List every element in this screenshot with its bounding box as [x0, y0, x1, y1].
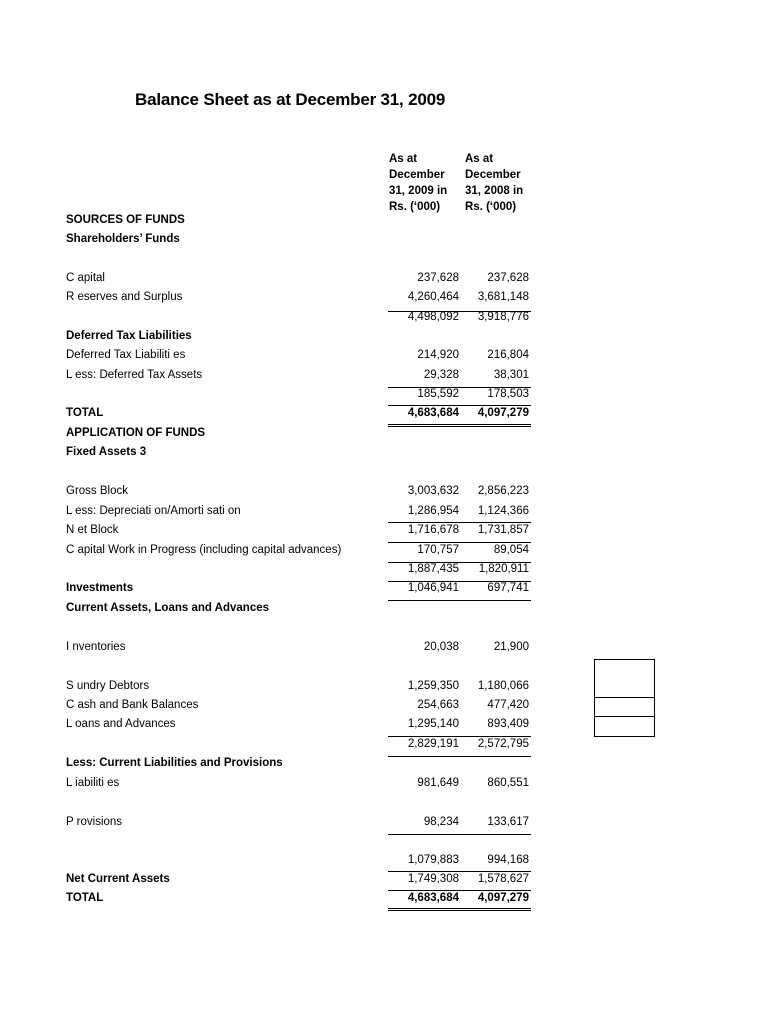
row-label: Less: Current Liabilities and Provisions — [66, 757, 283, 769]
value-2008: 178,503 — [487, 388, 529, 400]
table-row — [0, 270, 768, 289]
column-header-2008: As at December 31, 2008 in Rs. (‘000) — [465, 153, 524, 213]
table-row — [0, 890, 768, 909]
value-2009: 981,649 — [417, 777, 459, 789]
value-2008: 3,918,776 — [477, 311, 529, 323]
row-label: Fixed Assets 3 — [66, 446, 147, 458]
subtotal-rule — [388, 562, 531, 563]
value-2009: 185,592 — [417, 388, 459, 400]
value-2008: 477,420 — [487, 699, 529, 711]
row-label: I nventories — [66, 641, 126, 653]
value-2009: 1,749,308 — [407, 873, 459, 885]
row-label: R eserves and Surplus — [66, 291, 183, 303]
subtotal-rule — [388, 736, 531, 737]
subtotal-rule — [388, 522, 531, 523]
value-2009: 4,683,684 — [407, 892, 459, 904]
value-2009: 1,046,941 — [407, 582, 459, 594]
table-row — [0, 600, 768, 619]
value-2009: 1,079,883 — [407, 854, 459, 866]
column-header-2009: As at December 31, 2009 in Rs. (‘000) — [389, 153, 448, 213]
row-label: P rovisions — [66, 816, 123, 828]
value-2009: 4,498,092 — [407, 311, 459, 323]
row-label: TOTAL — [66, 892, 104, 904]
subtotal-rule — [388, 890, 531, 891]
table-row — [0, 871, 768, 890]
value-2009: 2,829,191 — [407, 738, 459, 750]
row-label: N et Block — [66, 524, 119, 536]
table-row — [0, 367, 768, 386]
value-2009: 170,757 — [417, 544, 459, 556]
table-row — [0, 580, 768, 599]
table-row — [0, 775, 768, 794]
table-row — [0, 736, 768, 755]
value-2008: 38,301 — [493, 369, 529, 381]
table-row — [0, 483, 768, 502]
row-label: C ash and Bank Balances — [66, 699, 199, 711]
row-label: C apital Work in Progress (including capital advances) — [66, 544, 342, 556]
subtotal-rule — [388, 405, 531, 406]
value-2008: 3,681,148 — [477, 291, 529, 303]
table-row — [0, 794, 768, 813]
total-double-rule — [388, 908, 531, 911]
table-row — [0, 347, 768, 366]
value-2008: 1,731,857 — [477, 524, 529, 536]
value-2008: 2,856,223 — [477, 485, 529, 497]
empty-cell — [594, 716, 655, 737]
table-row — [0, 755, 768, 774]
value-2008: 994,168 — [487, 854, 529, 866]
value-2009: 214,920 — [417, 349, 459, 361]
table-row — [0, 522, 768, 541]
value-2009: 1,887,435 — [407, 563, 459, 575]
value-2008: 133,617 — [487, 816, 529, 828]
row-label: L iabiliti es — [66, 777, 120, 789]
subtotal-rule — [388, 387, 531, 388]
table-row — [0, 425, 768, 444]
row-label: Deferred Tax Liabilities — [66, 330, 192, 342]
table-row — [0, 405, 768, 424]
row-label: Deferred Tax Liabiliti es — [66, 349, 186, 361]
empty-cell — [594, 697, 655, 717]
value-2009: 254,663 — [417, 699, 459, 711]
subtotal-rule — [388, 834, 531, 835]
row-label: Net Current Assets — [66, 873, 170, 885]
value-2008: 1,180,066 — [477, 680, 529, 692]
value-2008: 1,578,627 — [477, 873, 529, 885]
row-label: Investments — [66, 582, 134, 594]
table-row — [0, 833, 768, 852]
table-row — [0, 386, 768, 405]
table-row — [0, 542, 768, 561]
value-2008: 237,628 — [487, 272, 529, 284]
row-label: SOURCES OF FUNDS — [66, 214, 185, 226]
total-double-rule — [388, 424, 531, 427]
row-label: Current Assets, Loans and Advances — [66, 602, 270, 614]
document-title: Balance Sheet as at December 31, 2009 — [135, 90, 446, 109]
row-label: Shareholders’ Funds — [66, 233, 180, 245]
subtotal-rule — [388, 542, 531, 543]
table-row — [0, 619, 768, 638]
value-2009: 29,328 — [423, 369, 459, 381]
value-2009: 20,038 — [423, 641, 459, 653]
value-2008: 21,900 — [493, 641, 529, 653]
value-2008: 860,551 — [487, 777, 529, 789]
value-2009: 1,286,954 — [407, 505, 459, 517]
empty-cell — [594, 659, 655, 698]
row-label: C apital — [66, 272, 105, 284]
row-label: TOTAL — [66, 407, 104, 419]
value-2009: 1,259,350 — [407, 680, 459, 692]
value-2009: 3,003,632 — [407, 485, 459, 497]
row-label: APPLICATION OF FUNDS — [66, 427, 206, 439]
subtotal-rule — [388, 600, 531, 601]
value-2009: 98,234 — [423, 816, 459, 828]
value-2008: 4,097,279 — [477, 892, 529, 904]
table-row — [0, 289, 768, 308]
table-row — [0, 251, 768, 270]
row-label: S undry Debtors — [66, 680, 150, 692]
value-2008: 4,097,279 — [477, 407, 529, 419]
subtotal-rule — [388, 871, 531, 872]
value-2008: 216,804 — [487, 349, 529, 361]
table-row — [0, 561, 768, 580]
value-2008: 89,054 — [493, 544, 529, 556]
row-label: L ess: Deferred Tax Assets — [66, 369, 203, 381]
table-row — [0, 212, 768, 231]
value-2008: 2,572,795 — [477, 738, 529, 750]
table-row — [0, 328, 768, 347]
table-row — [0, 309, 768, 328]
value-2009: 4,260,464 — [407, 291, 459, 303]
table-row — [0, 814, 768, 833]
value-2009: 1,716,678 — [407, 524, 459, 536]
value-2008: 1,124,366 — [477, 505, 529, 517]
value-2008: 1,820,911 — [478, 563, 529, 575]
table-row — [0, 464, 768, 483]
table-row — [0, 444, 768, 463]
row-label: Gross Block — [66, 485, 128, 497]
subtotal-rule — [388, 311, 531, 312]
table-row — [0, 503, 768, 522]
value-2009: 4,683,684 — [407, 407, 459, 419]
value-2008: 893,409 — [487, 718, 529, 730]
row-label: L oans and Advances — [66, 718, 176, 730]
table-row — [0, 639, 768, 658]
row-label: L ess: Depreciati on/Amorti sati on — [66, 505, 241, 517]
subtotal-rule — [388, 756, 531, 757]
table-row — [0, 231, 768, 250]
value-2008: 697,741 — [487, 582, 529, 594]
value-2009: 1,295,140 — [407, 718, 459, 730]
subtotal-rule — [388, 581, 531, 582]
table-row — [0, 852, 768, 871]
value-2009: 237,628 — [417, 272, 459, 284]
